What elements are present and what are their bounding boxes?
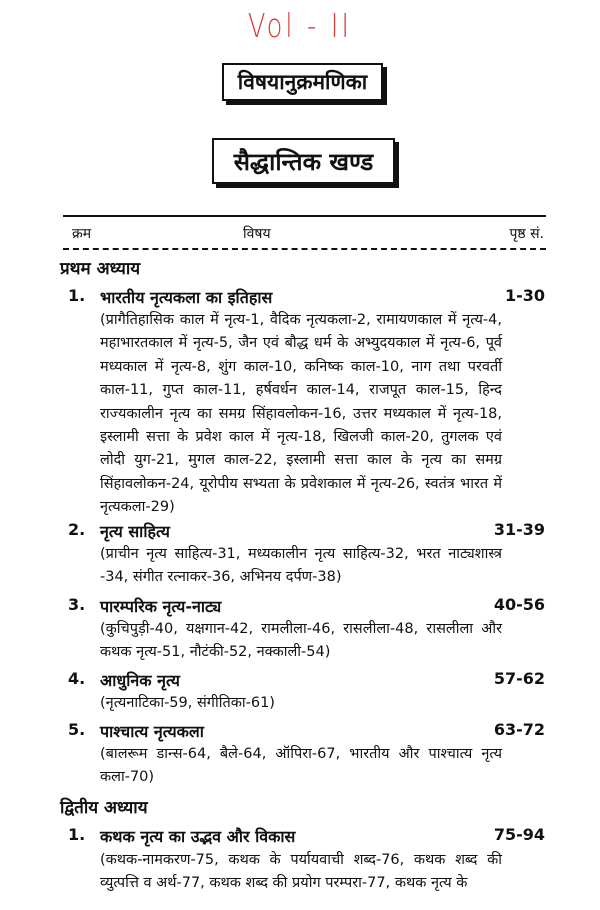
table-header-rule [63,248,546,250]
volume-label: Vol - II [247,6,353,45]
item-detail: (नृत्यनाटिका-59, संगीतिका-61) [100,695,275,711]
item-number: 3. [68,595,86,614]
part-title: सैद्धान्तिक खण्ड [233,147,374,176]
item-detail: (कथक-नामकरण-75, कथक के पर्यायवाची शब्द-76, कथक शब्द की व्युत्पत्ति व अर्थ-77, कथक शब्द की प्रयोग परम्परा-77, कथक नृत्य के [100,852,502,892]
item-pages: 1-30 [504,286,545,305]
item-title: भारतीय नृत्यकला का इतिहास [100,288,273,307]
item-title: कथक नृत्य का उद्भव और विकास [100,827,296,846]
section-title: प्रथम अध्याय [60,259,141,279]
section-title: द्वितीय अध्याय [60,798,148,818]
item-pages: 31-39 [493,520,545,539]
column-header-subject: विषय [243,226,271,242]
item-title: आधुनिक नृत्य [100,671,180,690]
item-detail: (प्राचीन नृत्य साहित्य-31, मध्यकालीन नृत्य साहित्य-32, भरत नाट्यशास्त्र -34, संगीत रत्नाकर-36, अभिनय दर्पण-38) [100,546,502,586]
item-number: 4. [68,669,86,688]
item-pages: 63-72 [493,720,545,739]
item-detail: (बालरूम डान्स-64, बैले-64, ऑपिरा-67, भारतीय और पाश्चात्य नृत्य कला-70) [100,746,502,786]
item-title: पाश्चात्य नृत्यकला [100,722,204,741]
item-pages: 40-56 [493,595,545,614]
item-pages: 75-94 [493,825,545,844]
column-header-page: पृष्ठ सं. [509,226,544,242]
item-number: 1. [68,286,86,305]
item-number: 1. [68,825,86,844]
table-top-rule [63,215,546,217]
item-number: 2. [68,520,86,539]
item-detail: (कुचिपुड़ी-40, यक्षगान-42, रामलीला-46, रासलीला-48, रासलीला और कथक नृत्य-51, नौटंकी-52, नक्काली-54) [100,621,502,661]
column-header-number: क्रम [72,226,92,242]
item-detail: (प्रागैतिहासिक काल में नृत्य-1, वैदिक नृत्यकला-2, रामायणकाल में नृत्य-4, महाभारतकाल में नृत्य-5, जैन एवं बौद्ध धर्म के अभ्युदयकाल में नृत्य-6, पूर्व मध्यकाल में नृत्य-8, शुंग काल-10, कनिष्क काल-10, नाग तथा परवर्ती काल-11, गुप्त काल-11, हर्षवर्धन काल-14, राजपूत काल-15, हिन्द राज्यकालीन नृत्य का समग्र सिंहावलोकन-16, उत्तर मध्यकाल में नृत्य-18, इस्लामी सत्ता के प्रवेश काल में नृत्य-18, खिलजी काल-20, तुगलक एवं लोदी युग-21, मुगल काल-22, इस्लामी सत्ता काल के नृत्य का समग्र सिंहावलोकन-24, यूरोपीय सभ्यता के प्रवेशकाल में नृत्य-26, स्वतंत्र भारत में नृत्यकला-29) [100,312,502,516]
item-number: 5. [68,720,86,739]
item-title: नृत्य साहित्य [100,522,170,541]
part-title-box [212,138,395,184]
item-title: पारम्परिक नृत्य-नाट्य [100,597,222,616]
contents-title: विषयानुक्रमणिका [237,70,368,94]
item-pages: 57-62 [493,669,545,688]
contents-title-box [222,63,383,101]
